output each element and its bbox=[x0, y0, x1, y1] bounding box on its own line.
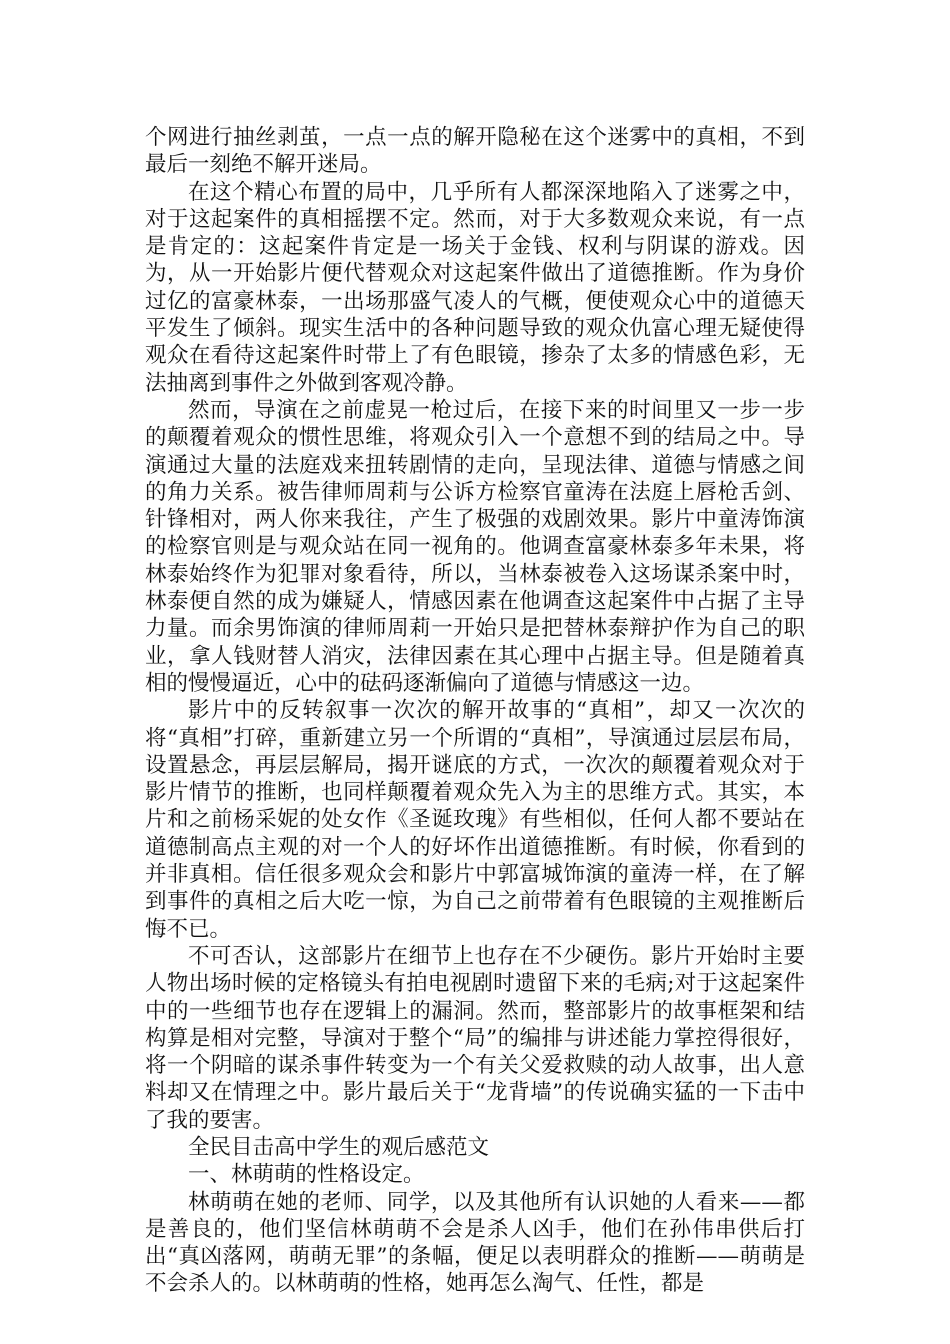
paragraph-2: 在这个精心布置的局中，几乎所有人都深深地陷入了迷雾之中，对于这起案件的真相摇摆不定。然而，对于大多数观众来说，有一点是肯定的：这起案件肯定是一场关于金钱、权利与阴谋的游戏。因为，从一开始影片便代替观众对这起案件做出了道德推断。作为身价过亿的富豪林泰，一出场那盛气凌人的气概，便使观众心中的道德天平发生了倾斜。现实生活中的各种问题导致的观众仇富心理无疑使得观众在看待这起案件时带上了有色眼镜，掺杂了太多的情感色彩，无法抽离到事件之外做到客观冷静。 bbox=[145, 179, 805, 396]
paragraph-4: 影片中的反转叙事一次次的解开故事的“真相”，却又一次次的将“真相”打碎，重新建立另一个所谓的“真相”，导演通过层层布局，设置悬念，再层层解局，揭开谜底的方式，一次次的颠覆着观众对于影片情节的推断，也同样颠覆着观众先入为主的思维方式。其实，本片和之前杨采妮的处女作《圣诞玫瑰》有些相似，任何人都不要站在道德制高点主观的对一个人的好坏作出道德推断。有时候，你看到的并非真相。信任很多观众会和影片中郭富城饰演的童涛一样，在了解到事件的真相之后大吃一惊，为自己之前带着有色眼镜的主观推断后悔不已。 bbox=[145, 698, 805, 942]
document-body bbox=[145, 124, 805, 1298]
section-heading: 全民目击高中学生的观后感范文 bbox=[188, 1134, 490, 1160]
paragraph-5: 不可否认，这部影片在细节上也存在不少硬伤。影片开始时主要人物出场时候的定格镜头有拍电视剧时遗留下来的毛病;对于这起案件中的一些细节也存在逻辑上的漏洞。然而，整部影片的故事框架和结构算是相对完整，导演对于整个“局”的编排与讲述能力掌控得很好，将一个阴暗的谋杀事件转变为一个有关父爱救赎的动人故事，出人意料却又在情理之中。影片最后关于“龙背墙”的传说确实猛的一下击中了我的要害。 bbox=[145, 943, 805, 1133]
paragraph-1: 个网进行抽丝剥茧，一点一点的解开隐秘在这个迷雾中的真相，不到最后一刻绝不解开迷局。 bbox=[145, 125, 805, 178]
subsection-heading: 一、林萌萌的性格设定。 bbox=[188, 1162, 425, 1188]
paragraph-6: 林萌萌在她的老师、同学，以及其他所有认识她的人看来——都是善良的，他们坚信林萌萌不会是杀人凶手，他们在孙伟串供后打出“真凶落网，萌萌无罪”的条幅，便足以表明群众的推断——萌萌是不会杀人的。以林萌萌的性格，她再怎么淘气、任性，都是 bbox=[145, 1189, 805, 1297]
paragraph-3: 然而，导演在之前虚晃一枪过后，在接下来的时间里又一步一步的颠覆着观众的惯性思维，将观众引入一个意想不到的结局之中。导演通过大量的法庭戏来扭转剧情的走向，呈现法律、道德与情感之间的角力关系。被告律师周莉与公诉方检察官童涛在法庭上唇枪舌剑、针锋相对，两人你来我往，产生了极强的戏剧效果。影片中童涛饰演的检察官则是与观众站在同一视角的。他调查富豪林泰多年未果，将林泰始终作为犯罪对象看待，所以，当林泰被卷入这场谋杀案中时，林泰便自然的成为嫌疑人，情感因素在他调查这起案件中占据了主导力量。而余男饰演的律师周莉一开始只是把替林泰辩护作为自己的职业，拿人钱财替人消灾，法律因素在其心理中占据主导。但是随着真相的慢慢逼近，心中的砝码逐渐偏向了道德与情感这一边。 bbox=[145, 397, 805, 696]
